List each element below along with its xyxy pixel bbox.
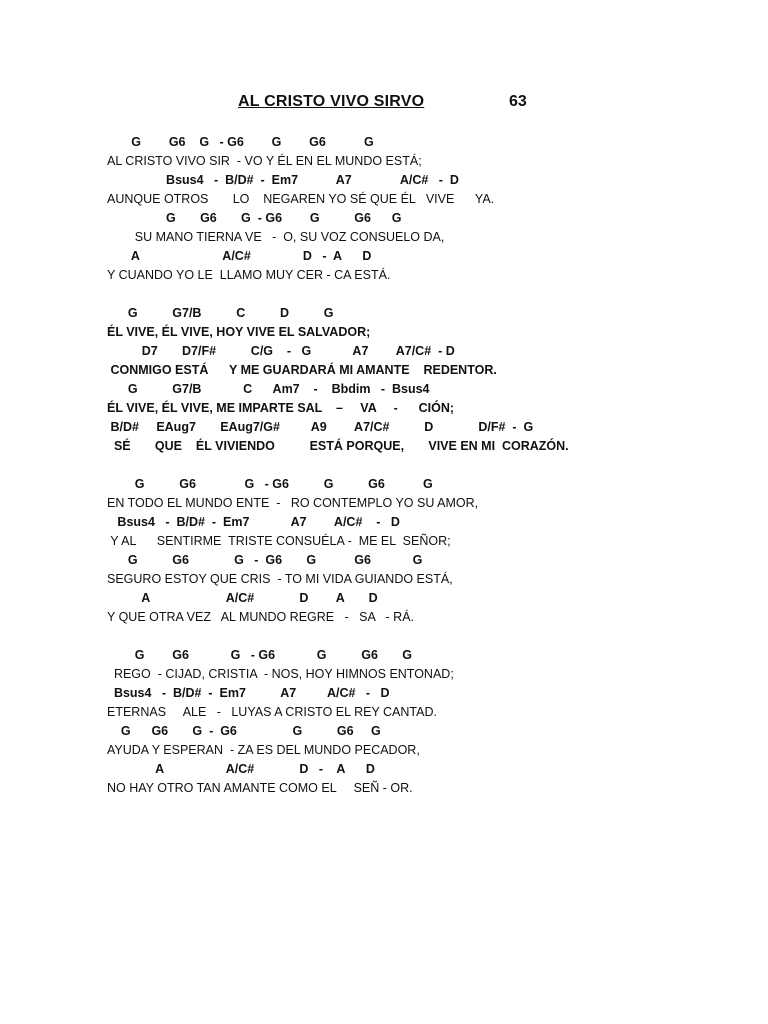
stanza-gap <box>107 456 747 475</box>
lyric-line: ÉL VIVE, ÉL VIVE, HOY VIVE EL SALVADOR; <box>107 325 371 339</box>
song-number: 63 <box>509 93 527 110</box>
chord-line: B/D# EAug7 EAug7/G# A9 A7/C# D D/F# - G <box>107 420 534 434</box>
chord-line: G G7/B C D G <box>107 306 334 320</box>
chord-line: G G6 G - G6 G G6 G <box>107 135 374 149</box>
stanza-verse-2 <box>107 475 747 627</box>
chord-line: G G6 G - G6 G G6 G <box>107 477 433 491</box>
lyric-line: SÉ QUE ÉL VIVIENDO ESTÁ PORQUE, VIVE EN MI CORAZÓN. <box>107 439 569 453</box>
lyric-line: ETERNAS ALE - LUYAS A CRISTO EL REY CANTAD. <box>107 705 437 719</box>
chord-line: D7 D7/F# C/G - G A7 A7/C# - D <box>107 344 455 358</box>
lyric-line: NO HAY OTRO TAN AMANTE COMO EL SEÑ - OR. <box>107 781 413 795</box>
chord-line: A A/C# D - A D <box>107 762 375 776</box>
lyric-line: CONMIGO ESTÁ Y ME GUARDARÁ MI AMANTE REDENTOR. <box>107 363 497 377</box>
lyric-line: AUNQUE OTROS LO NEGAREN YO SÉ QUE ÉL VIVE YA. <box>107 192 495 206</box>
stanza-verse-1 <box>107 133 747 285</box>
lyric-line: SEGURO ESTOY QUE CRIS - TO MI VIDA GUIANDO ESTÁ, <box>107 572 453 586</box>
song-sheet <box>107 133 747 798</box>
lyric-line: AL CRISTO VIVO SIR - VO Y ÉL EN EL MUNDO ESTÁ; <box>107 154 422 168</box>
chord-line: A A/C# D A D <box>107 591 378 605</box>
chord-line: Bsus4 - B/D# - Em7 A7 A/C# - D <box>107 686 390 700</box>
lyric-line: Y AL SENTIRME TRISTE CONSUÉLA - ME EL SEÑOR; <box>107 534 451 548</box>
lyric-line: REGO - CIJAD, CRISTIA - NOS, HOY HIMNOS ENTONAD; <box>107 667 454 681</box>
chord-line: G G6 G - G6 G G6 G <box>107 553 423 567</box>
chord-line: Bsus4 - B/D# - Em7 A7 A/C# - D <box>107 173 459 187</box>
chord-line: G G7/B C Am7 - Bbdim - Bsus4 <box>107 382 430 396</box>
chord-line: G G6 G - G6 G G6 G <box>107 211 402 225</box>
lyric-line: ÉL VIVE, ÉL VIVE, ME IMPARTE SAL – VA - CIÓN; <box>107 401 455 415</box>
chord-line: G G6 G - G6 G G6 G <box>107 724 381 738</box>
stanza-verse-3 <box>107 646 747 798</box>
stanza-gap <box>107 627 747 646</box>
lyric-line: Y CUANDO YO LE LLAMO MUY CER - CA ESTÁ. <box>107 268 391 282</box>
chord-line: Bsus4 - B/D# - Em7 A7 A/C# - D <box>107 515 400 529</box>
stanza-gap <box>107 285 747 304</box>
song-title: AL CRISTO VIVO SIRVO <box>238 93 425 110</box>
lyric-line: Y QUE OTRA VEZ AL MUNDO REGRE - SA - RÁ. <box>107 610 415 624</box>
chord-line: G G6 G - G6 G G6 G <box>107 648 412 662</box>
stanza-chorus <box>107 304 747 456</box>
chord-line: A A/C# D - A D <box>107 249 372 263</box>
lyric-line: EN TODO EL MUNDO ENTE - RO CONTEMPLO YO SU AMOR, <box>107 496 479 510</box>
lyric-line: SU MANO TIERNA VE - O, SU VOZ CONSUELO DA, <box>107 230 445 244</box>
lyric-line: AYUDA Y ESPERAN - ZA ES DEL MUNDO PECADOR, <box>107 743 420 757</box>
